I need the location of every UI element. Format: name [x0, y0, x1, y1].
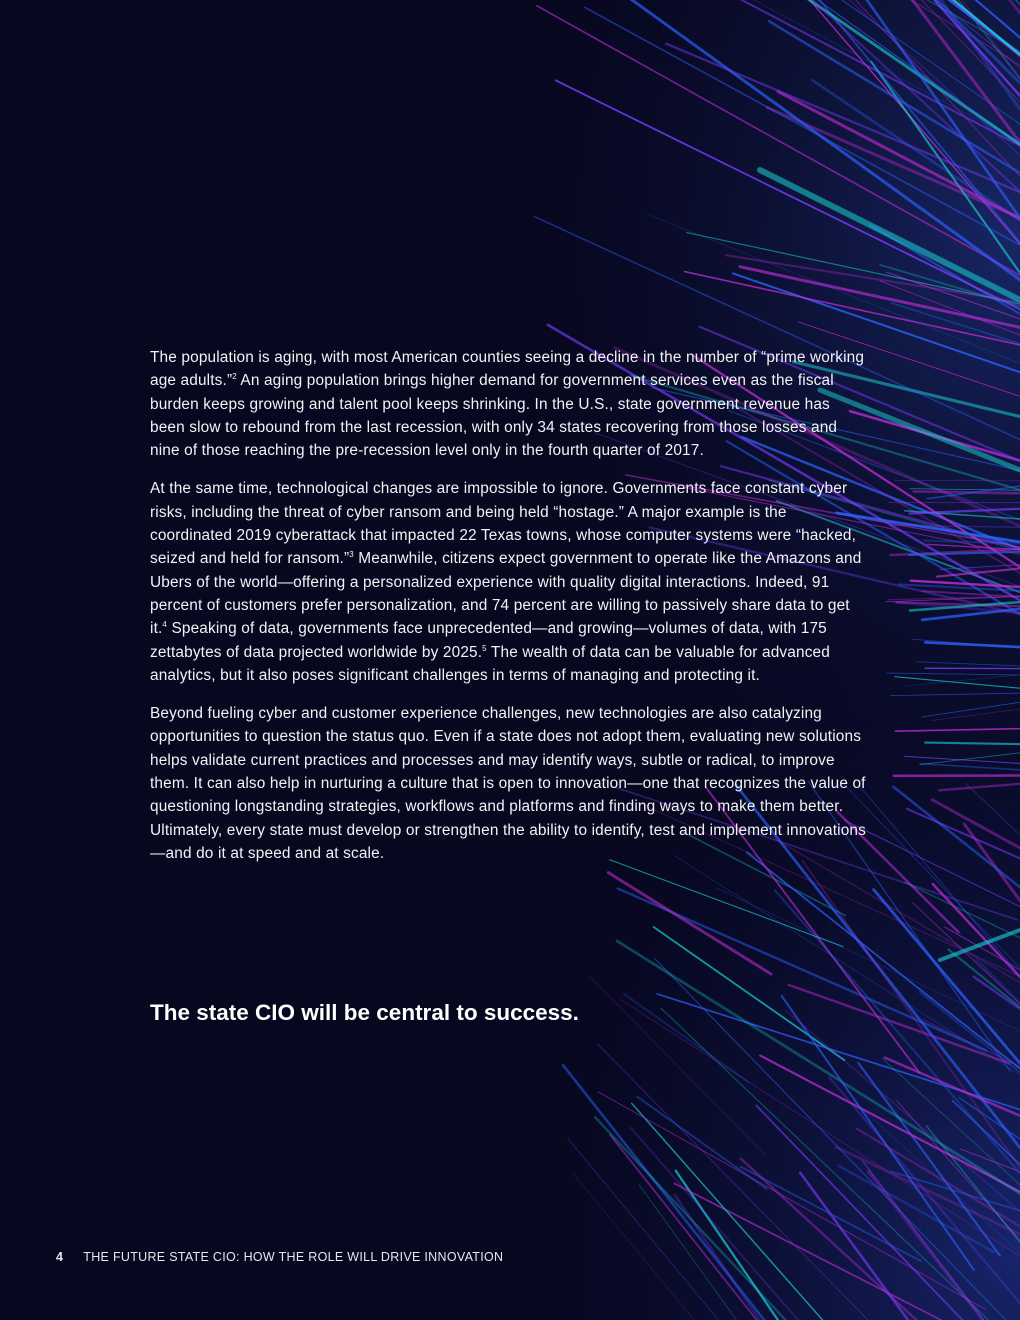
footnote-ref-5: 5: [482, 643, 487, 653]
paragraph-1-text-a: The population is aging, with most American counties seeing a decline in the number of “prime working age adults.”: [150, 349, 865, 390]
paragraph-2-text-b: Meanwhile, citizens expect government to operate like the Amazons and Ubers of the world—offering a personalized experience with quality digital interactions. Indeed, 91 percent of customers prefer personalization, and 74 percent are willing to passively share data to get it.: [150, 550, 862, 638]
paragraph-2-text-d: The wealth of data can be valuable for advanced analytics, but it also poses significant challenges in terms of managing and protecting it.: [150, 643, 830, 684]
footnote-ref-2: 2: [232, 372, 237, 382]
page-footer: [56, 1250, 503, 1264]
paragraph-1: [150, 346, 866, 462]
footnote-ref-3: 3: [349, 550, 354, 560]
paragraph-1-text-b: An aging population brings higher demand for government services even as the fiscal burden keeps growing and talent pool keeps shrinking. In the U.S., state government revenue has been slow to rebound from the last recession, with only 34 states recovering from those losses and nine of those reaching the pre-recession level only in the fourth quarter of 2017.: [150, 372, 838, 460]
paragraph-2-text-c: Speaking of data, governments face unprecedented—and growing—volumes of data, with 175 zettabytes of data projected worldwide by 2025.: [150, 620, 827, 661]
paragraph-2: [150, 477, 866, 687]
footnote-ref-4: 4: [162, 620, 168, 630]
running-title: THE FUTURE STATE CIO: HOW THE ROLE WILL DRIVE INNOVATION: [83, 1250, 504, 1264]
paragraph-3-text: Beyond fueling cyber and customer experience challenges, new technologies are also catalyzing opportunities to question the status quo. Even if a state does not adopt them, evaluating new solutions helps validate current practices and processes and may identify ways, subtle or radical, to improve them. It can also help in nurturing a culture that is open to innovation—one that recognizes the value of questioning longstanding strategies, workflows and platforms and finding ways to make them better. Ultimately, every state must develop or strengthen the ability to identify, test and implement innovations—and do it at speed and at scale.: [150, 705, 866, 862]
paragraph-3: [150, 702, 866, 865]
closing-statement: The state CIO will be central to success.: [150, 1000, 579, 1025]
page-number: 4: [56, 1250, 64, 1264]
paragraph-2-text-a: At the same time, technological changes are impossible to ignore. Governments face constant cyber risks, including the threat of cyber ransom and being held “hostage.” A major example is the coordinated 2019 cyberattack that impacted 22 Texas towns, whose computer systems were “hacked, seized and held for ransom.”: [150, 480, 857, 568]
body-text: [150, 346, 866, 880]
